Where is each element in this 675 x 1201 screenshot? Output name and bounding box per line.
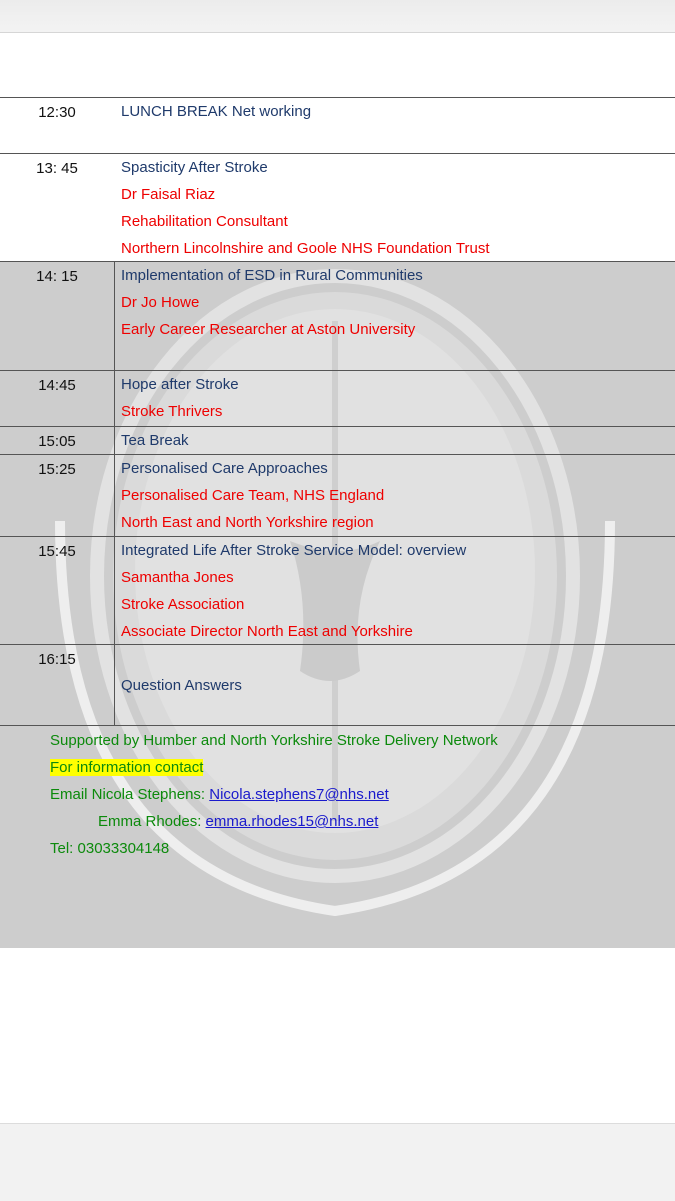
session-title: Personalised Care Approaches [121,460,328,477]
session-title: Spasticity After Stroke [121,159,268,176]
schedule-row-1505 [0,426,675,454]
session-title: Implementation of ESD in Rural Communities [121,267,423,284]
supported-by-text: Supported by Humber and North Yorkshire Stroke Delivery Network [50,732,498,749]
schedule-row-1525 [0,454,675,536]
session-title: Tea Break [121,432,189,449]
speaker-name: Dr Jo Howe [121,294,200,311]
email-nicola-label: Email Nicola Stephens: [50,786,210,803]
session-time: 14: 15 [36,268,78,285]
schedule-row-1415 [0,261,675,370]
session-time: 16:15 [38,651,76,668]
speaker-role: Associate Director North East and Yorkshire [121,623,413,640]
email-emma-link[interactable]: emma.rhodes15@nhs.net [205,813,379,830]
schedule-row-1445 [0,370,675,426]
schedule-row-1545 [0,536,675,644]
bottom-bar [0,1123,675,1201]
email-nicola-link[interactable]: Nicola.stephens7@nhs.net [209,786,389,803]
session-title: LUNCH BREAK Net working [121,103,312,120]
speaker-name: Stroke Thrivers [121,403,223,420]
top-bar [0,0,675,33]
telephone-text: Tel: 03033304148 [50,840,170,857]
session-time: 14:45 [38,377,76,394]
speaker-role: Early Career Researcher at Aston University [121,321,416,338]
email-emma-label: Emma Rhodes: [98,813,206,830]
session-title: Hope after Stroke [121,376,239,393]
session-title: Integrated Life After Stroke Service Model: overview [121,542,467,559]
contact-footer [50,732,498,867]
speaker-organisation: Northern Lincolnshire and Goole NHS Foundation Trust [121,240,490,257]
info-contact-highlight: For information contact [50,759,204,776]
session-title: Question Answers [121,677,242,694]
speaker-name: Personalised Care Team, NHS England [121,487,385,504]
speaker-organisation: Stroke Association [121,596,245,613]
speaker-role: Rehabilitation Consultant [121,213,288,230]
session-time: 12:30 [38,104,76,121]
schedule-row-1230 [0,97,675,153]
session-time: 15:25 [38,461,76,478]
speaker-region: North East and North Yorkshire region [121,514,374,531]
session-time: 15:05 [38,433,76,450]
session-time: 15:45 [38,543,76,560]
speaker-name: Samantha Jones [121,569,234,586]
session-time: 13: 45 [36,160,78,177]
session-spacer [121,650,242,677]
speaker-name: Dr Faisal Riaz [121,186,216,203]
schedule-row-1615 [0,644,675,726]
schedule-row-1345 [0,153,675,261]
